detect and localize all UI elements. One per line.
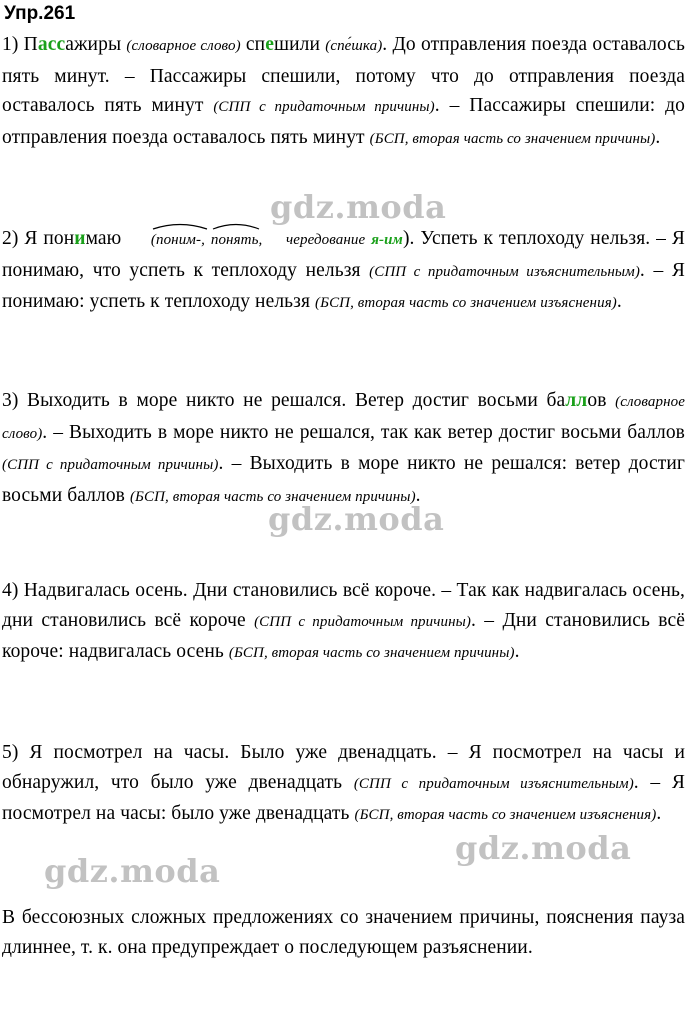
item-1-note-3: (СПП с придаточным причины) bbox=[213, 99, 435, 115]
item-1-text: 1) П bbox=[2, 34, 38, 55]
item-3-text: ов bbox=[587, 390, 616, 411]
item-3-text: . – Выходить в море никто не решался, так как ветер достиг восьми баллов bbox=[42, 421, 685, 443]
item-1-text: шили bbox=[273, 34, 326, 55]
item-4-text: . bbox=[514, 641, 520, 662]
item-2-note-1: чередование bbox=[285, 232, 366, 248]
item-5-text: 5) Я посмотрел на часы. Было уже двенадцать. – Я посмотрел на часы и обнаружил, что было уже двенадцать bbox=[2, 742, 685, 793]
item-3-text: . bbox=[415, 484, 421, 506]
item-1-text: сп bbox=[240, 34, 266, 55]
root-arc-icon bbox=[151, 222, 209, 230]
item-5-text: . – Я посмотрел на часы: было уже двенадцать bbox=[2, 771, 685, 824]
watermark-logo: gdz.moda bbox=[270, 188, 447, 226]
item-1-text: . До отправления поезда оставалось пять минут. – Пассажиры спешили, потому что до отправления поезда оставалось пять минут bbox=[2, 34, 686, 116]
item-1-text: . – Пассажиры спешили: до отправления поезда оставалось пять минут bbox=[2, 95, 685, 148]
item-3-note-1: (словарное слово) bbox=[2, 394, 686, 442]
item-2-text: ). Успеть к теплоходу нельзя. – Я понимаю, что успеть к теплоходу нельзя bbox=[2, 228, 686, 281]
item-2-text: . bbox=[616, 291, 622, 312]
item-5 bbox=[2, 738, 685, 831]
root-arc-icon bbox=[211, 222, 261, 230]
item-4-note-1: (СПП с придаточным причины) bbox=[254, 613, 471, 630]
item-2-text: . – Я понимаю: успеть к теплоходу нельзя bbox=[2, 259, 685, 312]
item-5-note-1: (СПП с придаточным изъяснительным) bbox=[353, 775, 634, 792]
item-3-text: . – Выходить в море никто не решался: ветер достиг восьми баллов bbox=[2, 453, 685, 506]
conclusion: В бессоюзных сложных предложениях со значением причины, пояснения пауза длиннее, т. к. она предупреждает о последующем разъяснении. bbox=[2, 907, 685, 958]
item-3-note-2: (СПП с придаточным причины) bbox=[2, 457, 219, 473]
item-2-root-1-text: (поним-, bbox=[150, 232, 205, 248]
item-2-note-3: (БСП, вторая часть со значением изъяснения) bbox=[315, 295, 617, 311]
item-1-highlight-2: е bbox=[265, 34, 274, 55]
item-4-note-2: (БСП, вторая часть со значением причины) bbox=[228, 645, 515, 661]
item-4-text: 4) Надвигалась осень. Дни становились всё короче. – Так как надвигалась осень, дни становились всё короче bbox=[2, 580, 685, 631]
item-1-note-4: (БСП, вторая часть со значением причины) bbox=[369, 130, 656, 147]
item-3-highlight-1: лл bbox=[565, 390, 588, 411]
exercise-title: Упр.261 bbox=[4, 3, 76, 24]
watermark-logo: gdz.moda bbox=[268, 500, 445, 538]
watermark-logo: gdz.moda bbox=[44, 852, 221, 890]
item-2 bbox=[2, 224, 685, 319]
item-4-text: . – Дни становились всё короче: надвигалась осень bbox=[2, 609, 685, 662]
item-2-note-2: (СПП с придаточным изъяснительным) bbox=[369, 263, 640, 280]
item-2-root-2 bbox=[211, 226, 263, 256]
item-3-text: 3) Выходить в море никто не решался. Ветер достиг восьми ба bbox=[2, 390, 566, 411]
item-2-highlight-2: я-им bbox=[371, 232, 403, 248]
item-3 bbox=[2, 386, 685, 512]
item-1-note-1: (словарное слово) bbox=[126, 38, 241, 54]
item-5-text: . bbox=[656, 803, 662, 824]
item-1 bbox=[2, 30, 685, 154]
watermark-logo: gdz.moda bbox=[455, 829, 632, 867]
item-2-root-1 bbox=[151, 226, 205, 256]
item-5-note-2: (БСП, вторая часть со значением изъяснения) bbox=[354, 807, 657, 823]
item-1-text: ажиры bbox=[65, 34, 127, 55]
item-3-note-3: (БСП, вторая часть со значением причины) bbox=[129, 488, 416, 505]
item-2-text: 2) Я пон bbox=[2, 228, 75, 249]
item-1-highlight-1: асс bbox=[37, 34, 66, 55]
item-2-text: маю bbox=[85, 228, 122, 249]
item-2-highlight-1: и bbox=[74, 228, 86, 249]
item-1-note-2: (спе́шка) bbox=[325, 38, 383, 54]
item-4 bbox=[2, 576, 685, 669]
item-2-root-2-text: понять, bbox=[210, 232, 263, 248]
item-1-text: . bbox=[655, 126, 661, 148]
